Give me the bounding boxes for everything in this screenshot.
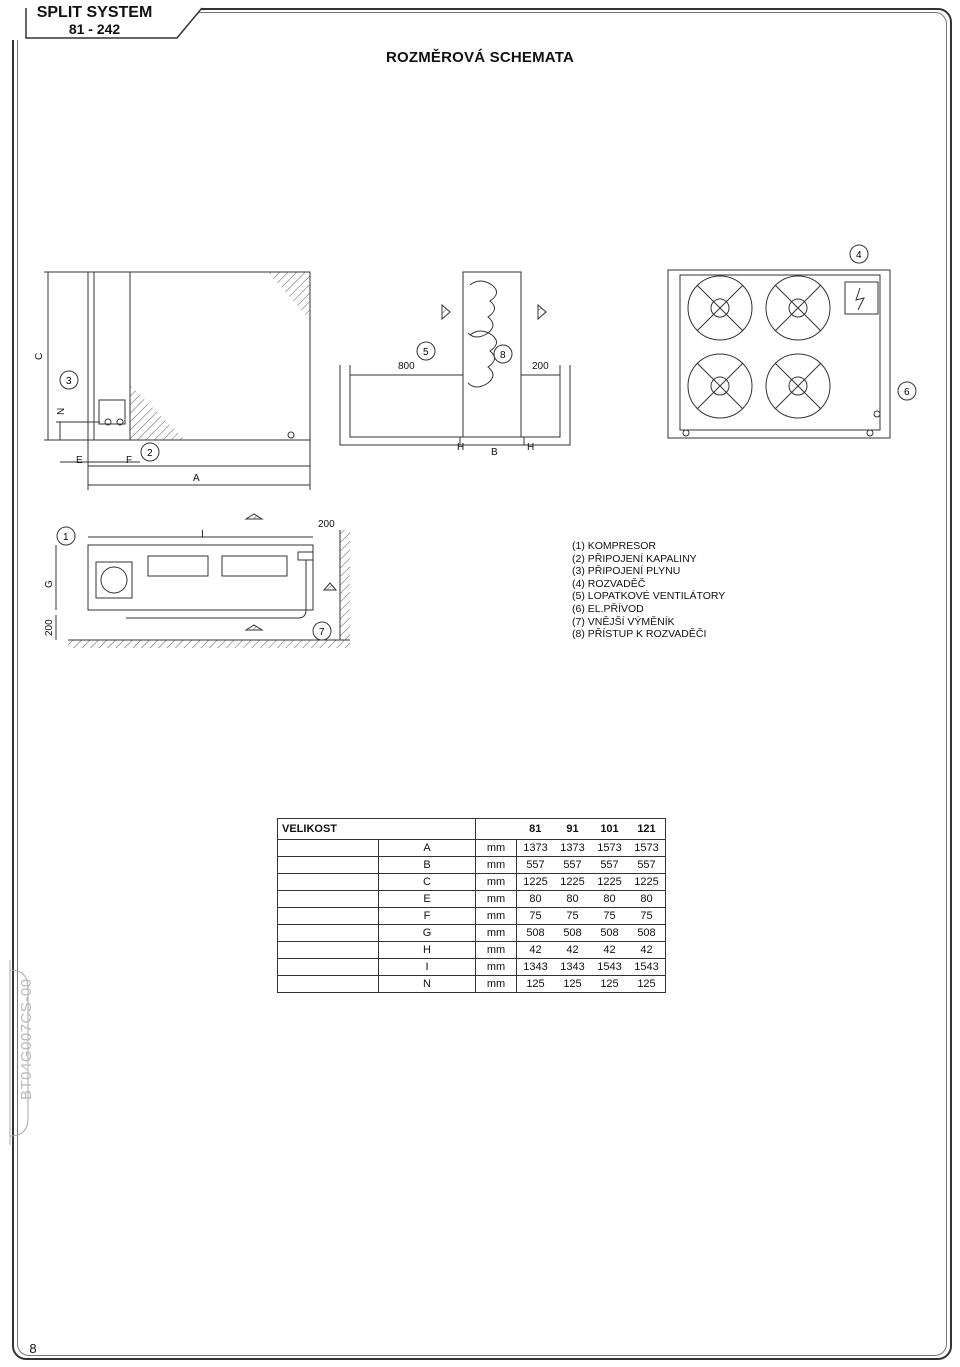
row-spacer xyxy=(278,959,379,976)
clearance-200-left: 200 xyxy=(44,619,55,636)
row-value-121: 508 xyxy=(628,925,666,942)
svg-text:3: 3 xyxy=(66,376,72,387)
row-value-81: 80 xyxy=(517,891,555,908)
row-spacer xyxy=(278,908,379,925)
svg-text:1: 1 xyxy=(63,532,69,543)
svg-text:5: 5 xyxy=(423,347,429,358)
row-value-101: 1573 xyxy=(591,840,628,857)
svg-text:2: 2 xyxy=(147,448,153,459)
row-value-81: 42 xyxy=(517,942,555,959)
clearance-200-right: 200 xyxy=(318,519,335,530)
row-spacer xyxy=(278,942,379,959)
row-value-81: 1373 xyxy=(517,840,555,857)
row-dimension: G xyxy=(379,925,476,942)
table-header-row xyxy=(278,819,666,840)
row-value-121: 42 xyxy=(628,942,666,959)
legend-item-1: (1) KOMPRESOR xyxy=(572,540,657,552)
row-value-101: 125 xyxy=(591,976,628,993)
row-unit: mm xyxy=(476,840,517,857)
dim-label-C: C xyxy=(34,352,45,360)
table-header-label: VELIKOST xyxy=(278,819,476,840)
row-value-81: 75 xyxy=(517,908,555,925)
row-dimension: B xyxy=(379,857,476,874)
side-view-labels xyxy=(34,353,200,484)
table-row xyxy=(278,891,666,908)
clearance-200-top: 200 xyxy=(532,361,549,372)
row-value-91: 75 xyxy=(554,908,591,925)
callout-3 xyxy=(60,371,78,389)
table-body xyxy=(278,840,666,993)
row-dimension: E xyxy=(379,891,476,908)
row-value-101: 1543 xyxy=(591,959,628,976)
legend-item-3: (3) PŘIPOJENÍ PLYNU xyxy=(572,565,681,578)
dim-label-F: F xyxy=(126,455,133,466)
row-value-121: 1573 xyxy=(628,840,666,857)
row-value-101: 557 xyxy=(591,857,628,874)
dim-label-I: I xyxy=(201,529,204,540)
row-value-101: 80 xyxy=(591,891,628,908)
table-row xyxy=(278,874,666,891)
dim-label-E: E xyxy=(76,455,83,466)
row-value-101: 75 xyxy=(591,908,628,925)
row-spacer xyxy=(278,891,379,908)
row-value-91: 557 xyxy=(554,857,591,874)
row-unit: mm xyxy=(476,908,517,925)
table-row xyxy=(278,908,666,925)
table-row xyxy=(278,925,666,942)
row-value-91: 125 xyxy=(554,976,591,993)
row-value-121: 1543 xyxy=(628,959,666,976)
top-view xyxy=(668,270,890,438)
row-unit: mm xyxy=(476,874,517,891)
row-unit: mm xyxy=(476,857,517,874)
legend-item-5: (5) LOPATKOVÉ VENTILÁTORY xyxy=(572,590,726,603)
row-dimension: A xyxy=(379,840,476,857)
document-code: BT04G007CS-00 xyxy=(18,978,35,1100)
clearance-800: 800 xyxy=(398,361,415,372)
row-value-81: 1343 xyxy=(517,959,555,976)
side-view xyxy=(44,272,310,490)
dim-label-B: B xyxy=(491,447,498,458)
row-dimension: H xyxy=(379,942,476,959)
svg-text:6: 6 xyxy=(904,387,910,398)
row-spacer xyxy=(278,857,379,874)
svg-text:7: 7 xyxy=(319,627,325,638)
row-value-101: 1225 xyxy=(591,874,628,891)
svg-text:4: 4 xyxy=(856,250,862,261)
legend-item-7: (7) VNĚJŠÍ VÝMĚNÍK xyxy=(572,615,675,628)
row-spacer xyxy=(278,840,379,857)
callout-8 xyxy=(494,345,512,363)
legend-item-4: (4) ROZVADĚČ xyxy=(572,577,646,590)
callout-6 xyxy=(898,382,916,400)
page-title: ROZMĚROVÁ SCHEMATA xyxy=(385,49,575,66)
legend-item-8: (8) PŘÍSTUP K ROZVADĚČI xyxy=(572,628,707,641)
row-spacer xyxy=(278,874,379,891)
row-value-91: 1225 xyxy=(554,874,591,891)
row-dimension: C xyxy=(379,874,476,891)
callout-4 xyxy=(850,245,868,263)
dim-label-H-left: H xyxy=(457,442,465,453)
dimension-table xyxy=(277,818,666,993)
size-91: 91 xyxy=(554,819,591,840)
row-value-121: 80 xyxy=(628,891,666,908)
dim-label-H-right: H xyxy=(527,442,535,453)
table-row xyxy=(278,840,666,857)
row-value-121: 75 xyxy=(628,908,666,925)
size-81: 81 xyxy=(517,819,555,840)
row-value-81: 508 xyxy=(517,925,555,942)
row-dimension: F xyxy=(379,908,476,925)
legend-item-6: (6) EL.PŘÍVOD xyxy=(572,602,644,615)
row-unit: mm xyxy=(476,976,517,993)
row-unit: mm xyxy=(476,891,517,908)
table-row xyxy=(278,942,666,959)
row-value-91: 42 xyxy=(554,942,591,959)
front-view-labels xyxy=(398,361,549,458)
row-value-101: 42 xyxy=(591,942,628,959)
row-unit: mm xyxy=(476,942,517,959)
size-101: 101 xyxy=(591,819,628,840)
front-view xyxy=(340,272,570,445)
row-value-91: 1343 xyxy=(554,959,591,976)
row-spacer xyxy=(278,925,379,942)
brand-title: SPLIT SYSTEM xyxy=(36,4,153,21)
row-dimension: N xyxy=(379,976,476,993)
legend xyxy=(572,540,725,641)
row-value-91: 508 xyxy=(554,925,591,942)
callout-5 xyxy=(417,342,435,360)
table-row xyxy=(278,976,666,993)
row-spacer xyxy=(278,976,379,993)
row-value-121: 557 xyxy=(628,857,666,874)
table-row xyxy=(278,857,666,874)
dim-label-N: N xyxy=(56,407,67,415)
row-value-81: 557 xyxy=(517,857,555,874)
row-dimension: I xyxy=(379,959,476,976)
row-unit: mm xyxy=(476,925,517,942)
dim-label-A: A xyxy=(193,473,200,484)
callout-7 xyxy=(313,622,331,640)
svg-text:8: 8 xyxy=(500,350,506,361)
callout-1 xyxy=(57,527,75,545)
row-value-81: 125 xyxy=(517,976,555,993)
row-value-101: 508 xyxy=(591,925,628,942)
page-number: 8 xyxy=(29,1340,37,1356)
callout-2 xyxy=(141,443,159,461)
row-value-121: 125 xyxy=(628,976,666,993)
brand-range: 81 - 242 xyxy=(68,21,121,37)
row-value-91: 80 xyxy=(554,891,591,908)
legend-item-2: (2) PŘIPOJENÍ KAPALINY xyxy=(572,552,697,565)
row-value-91: 1373 xyxy=(554,840,591,857)
row-value-81: 1225 xyxy=(517,874,555,891)
dim-label-G: G xyxy=(44,580,55,588)
row-value-121: 1225 xyxy=(628,874,666,891)
table-row xyxy=(278,959,666,976)
row-unit: mm xyxy=(476,959,517,976)
size-121: 121 xyxy=(628,819,666,840)
